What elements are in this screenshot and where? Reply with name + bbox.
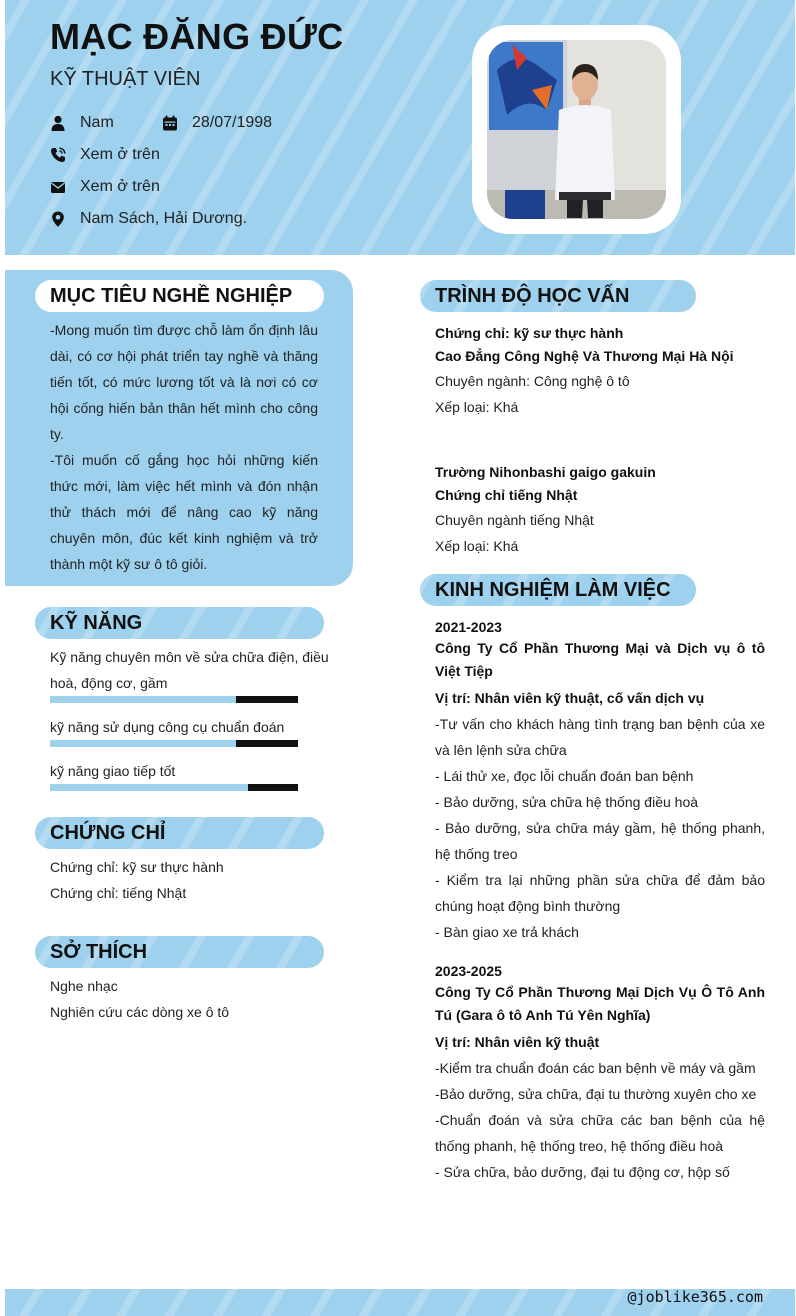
hobbies-title: SỞ THÍCH [50, 941, 148, 963]
job-1-task: - Bảo dưỡng, sửa chữa hệ thống điều hoà [435, 794, 699, 810]
job-1-period: 2021-2023 [435, 619, 502, 635]
job-1-task: - Kiểm tra lại những phần sửa chữa để đảm bảo chúng hoạt động bình thường [435, 872, 765, 914]
objective-text [50, 317, 318, 577]
skill-bar-fill [50, 784, 248, 791]
profile-photo-image [487, 40, 666, 219]
footer-website[interactable]: @joblike365.com [627, 1288, 763, 1306]
skill-bar-fill [50, 696, 236, 703]
job-2-task: - Sửa chữa, bảo dưỡng, đại tu động cơ, hộp số [435, 1164, 730, 1180]
experience-title-pill [420, 574, 696, 606]
calendar-icon [162, 115, 178, 131]
envelope-icon [50, 179, 66, 195]
objective-paragraph-1: -Mong muốn tìm được chỗ làm ổn định lâu dài, có cơ hội phát triển tay nghề và thăng tiến tốt, có mức lương tốt và là nơi có cơ hội cống hiến bản thân hết mình cho công ty. [50, 322, 318, 442]
gender-row [50, 114, 114, 132]
certificate-item: Chứng chỉ: kỹ sư thực hành [50, 859, 224, 875]
job-1-company: Công Ty Cổ Phần Thương Mại và Dịch vụ ô tô Việt Tiệp [435, 640, 765, 679]
location-pin-icon [50, 211, 66, 227]
skill-bar-2 [50, 740, 298, 747]
skill-bar-3 [50, 784, 298, 791]
email-row [50, 178, 160, 196]
profile-photo [487, 40, 666, 219]
certificate-item: Chứng chỉ: tiếng Nhật [50, 885, 187, 901]
hobby-item: Nghiên cứu các dòng xe ô tô [50, 1004, 230, 1020]
skill-label-2: kỹ năng sử dụng công cụ chuẩn đoán [50, 719, 285, 735]
education-2-school: Trường Nihonbashi gaigo gakuin [435, 464, 656, 480]
footer-bar [5, 1289, 795, 1316]
phone-value: Xem ở trên [80, 146, 160, 163]
address-row [50, 210, 247, 228]
objective-paragraph-2: -Tôi muốn cố gắng học hỏi những kiến thức mới, làm việc hết mình và đón nhận thử thách mới để nâng cao kỹ năng chuyên môn, đúc kết kinh nghiệm và trở thành một kỹ sư ô tô giỏi. [50, 452, 318, 572]
email-value: Xem ở trên [80, 178, 160, 195]
education-1-grade: Xếp loại: Khá [435, 399, 519, 415]
job-2-task: -Bảo dưỡng, sửa chữa, đại tu thường xuyên cho xe [435, 1086, 757, 1102]
profile-photo-frame [472, 25, 681, 234]
job-2-task: -Kiểm tra chuẩn đoán các ban bệnh về máy và gầm [435, 1060, 756, 1076]
objective-title-pill [35, 280, 324, 312]
skill-bar-1 [50, 696, 298, 703]
job-2-period: 2023-2025 [435, 963, 502, 979]
skill-label-1: Kỹ năng chuyên môn về sửa chữa điện, điều hoà, động cơ, gầm [50, 649, 329, 691]
education-2-major: Chuyên ngành tiếng Nhật [435, 512, 594, 528]
phone-icon [50, 147, 66, 163]
education-title-pill [420, 280, 696, 312]
objective-title: MỤC TIÊU NGHỀ NGHIỆP [50, 285, 293, 307]
job-2-position: Vị trí: Nhân viên kỹ thuật [435, 1034, 600, 1050]
phone-row [50, 146, 160, 164]
gender-value: Nam [80, 114, 114, 131]
skill-label-3: kỹ năng giao tiếp tốt [50, 763, 176, 779]
job-title: KỸ THUẬT VIÊN [50, 68, 201, 90]
hobbies-title-pill [35, 936, 324, 968]
birthday-value: 28/07/1998 [192, 114, 273, 131]
experience-title: KINH NGHIỆM LÀM VIỆC [435, 579, 671, 601]
education-1-school: Cao Đẳng Công Nghệ Và Thương Mại Hà Nội [435, 348, 734, 364]
education-title: TRÌNH ĐỘ HỌC VẤN [435, 285, 630, 307]
person-icon [50, 115, 66, 131]
candidate-name: MẠC ĐĂNG ĐỨC [50, 16, 344, 57]
skill-bar-fill [50, 740, 236, 747]
hobby-item: Nghe nhạc [50, 978, 118, 994]
education-1-certificate: Chứng chỉ: kỹ sư thực hành [435, 325, 624, 341]
education-1-major: Chuyên ngành: Công nghệ ô tô [435, 373, 630, 389]
job-1-task: - Bàn giao xe trả khách [435, 924, 579, 940]
skills-title: KỸ NĂNG [50, 612, 143, 634]
certificates-title: CHỨNG CHỈ [50, 822, 166, 844]
job-1-task: -Tư vấn cho khách hàng tình trạng ban bệnh của xe và lên lệnh sửa chữa [435, 716, 765, 758]
job-2-task: -Chuẩn đoán và sửa chữa các ban bệnh của hệ thống phanh, hệ thống treo, hệ thống điều hoà [435, 1112, 765, 1154]
job-2-company: Công Ty Cổ Phần Thương Mại Dịch Vụ Ô Tô Anh Tú (Gara ô tô Anh Tú Yên Nghĩa) [435, 984, 765, 1023]
education-2-certificate: Chứng chỉ tiếng Nhật [435, 487, 578, 503]
job-1-position: Vị trí: Nhân viên kỹ thuật, cố vấn dịch vụ [435, 690, 705, 706]
skills-title-pill [35, 607, 324, 639]
education-2-grade: Xếp loại: Khá [435, 538, 519, 554]
header-banner [5, 0, 795, 255]
address-value: Nam Sách, Hải Dương. [80, 210, 248, 227]
birthday-row [162, 114, 272, 132]
certificates-title-pill [35, 817, 324, 849]
job-1-task: - Bảo dưỡng, sửa chữa máy gầm, hệ thống phanh, hệ thống treo [435, 820, 765, 862]
job-1-task: - Lái thử xe, đọc lỗi chuẩn đoán ban bệnh [435, 768, 694, 784]
